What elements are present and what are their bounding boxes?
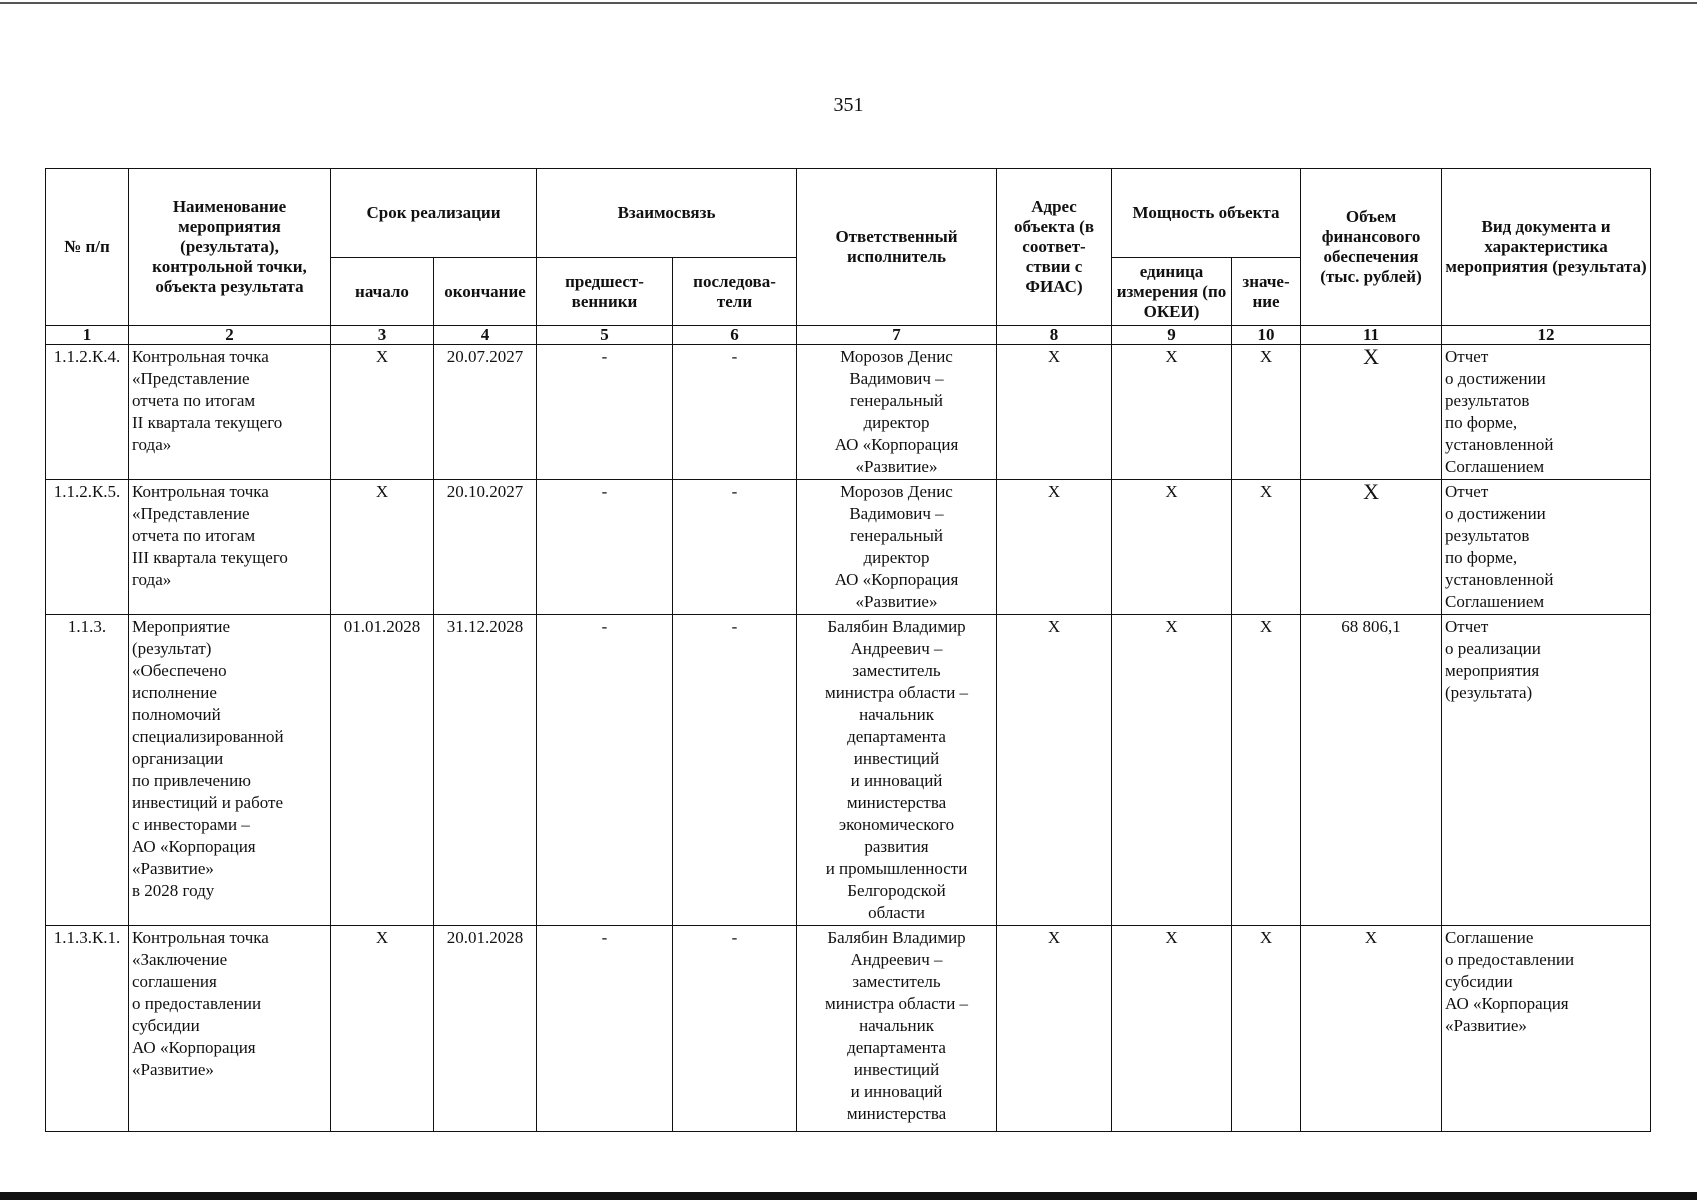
- header-num: № п/п: [46, 169, 129, 326]
- header-predecessors: предшест- венники: [537, 258, 673, 326]
- row-responsible: Морозов Денис Вадимович – генеральный директор АО «Корпорация «Развитие»: [797, 480, 997, 615]
- row-successors: -: [673, 926, 797, 1132]
- row-doc-type: Отчет о достижении результатов по форме, установленной Соглашением: [1442, 345, 1651, 480]
- header-capacity: Мощность объекта: [1112, 169, 1301, 258]
- row-num: 1.1.2.К.5.: [46, 480, 129, 615]
- row-funding: X: [1301, 480, 1442, 615]
- activities-table: [45, 168, 1651, 1132]
- table-row: [46, 926, 1651, 1132]
- row-successors: -: [673, 615, 797, 926]
- header-doc-type: Вид документа и характеристика мероприятия (результата): [1442, 169, 1651, 326]
- row-name: Мероприятие (результат) «Обеспечено исполнение полномочий специализированной организации по привлечению инвестиций и работе с инвесторами – АО «Корпорация «Развитие» в 2028 году: [129, 615, 331, 926]
- row-num: 1.1.3.К.1.: [46, 926, 129, 1132]
- column-number: 5: [537, 326, 673, 345]
- header-unit: единица измерения (по ОКЕИ): [1112, 258, 1232, 326]
- column-number: 6: [673, 326, 797, 345]
- row-responsible: Морозов Денис Вадимович – генеральный директор АО «Корпорация «Развитие»: [797, 345, 997, 480]
- row-predecessors: -: [537, 480, 673, 615]
- row-predecessors: -: [537, 926, 673, 1132]
- column-number: 3: [331, 326, 434, 345]
- row-start: X: [331, 345, 434, 480]
- row-end: 20.07.2027: [434, 345, 537, 480]
- row-end: 20.10.2027: [434, 480, 537, 615]
- row-predecessors: -: [537, 615, 673, 926]
- table-row: [46, 345, 1651, 480]
- table-row: [46, 615, 1651, 926]
- row-end: 31.12.2028: [434, 615, 537, 926]
- row-funding: X: [1301, 345, 1442, 480]
- top-scan-edge: [0, 2, 1697, 4]
- row-value: X: [1232, 480, 1301, 615]
- column-number-row: [46, 326, 1651, 345]
- column-number: 10: [1232, 326, 1301, 345]
- column-number: 12: [1442, 326, 1651, 345]
- column-number: 11: [1301, 326, 1442, 345]
- row-predecessors: -: [537, 345, 673, 480]
- row-unit: X: [1112, 615, 1232, 926]
- row-unit: X: [1112, 480, 1232, 615]
- table-row: [46, 480, 1651, 615]
- row-doc-type: Соглашение о предоставлении субсидии АО «Корпорация «Развитие»: [1442, 926, 1651, 1132]
- row-value: X: [1232, 615, 1301, 926]
- row-successors: -: [673, 345, 797, 480]
- row-name: Контрольная точка «Заключение соглашения о предоставлении субсидии АО «Корпорация «Развитие»: [129, 926, 331, 1132]
- column-number: 4: [434, 326, 537, 345]
- bottom-scan-edge: [0, 1192, 1697, 1200]
- row-address: X: [997, 615, 1112, 926]
- header-successors: последова- тели: [673, 258, 797, 326]
- row-name: Контрольная точка «Представление отчета по итогам II квартала текущего года»: [129, 345, 331, 480]
- column-number: 8: [997, 326, 1112, 345]
- row-unit: X: [1112, 345, 1232, 480]
- row-num: 1.1.2.К.4.: [46, 345, 129, 480]
- column-number: 2: [129, 326, 331, 345]
- row-funding: X: [1301, 926, 1442, 1132]
- header-period: Срок реализации: [331, 169, 537, 258]
- row-value: X: [1232, 926, 1301, 1132]
- row-value: X: [1232, 345, 1301, 480]
- header-responsible: Ответственный исполнитель: [797, 169, 997, 326]
- header-name: Наименование мероприятия (результата), контрольной точки, объекта результата: [129, 169, 331, 326]
- row-successors: -: [673, 480, 797, 615]
- row-start: X: [331, 480, 434, 615]
- column-number: 9: [1112, 326, 1232, 345]
- header-relation: Взаимосвязь: [537, 169, 797, 258]
- header-row-1: [46, 169, 1651, 258]
- row-end: 20.01.2028: [434, 926, 537, 1132]
- row-responsible: Балябин Владимир Андреевич – заместитель министра области – начальник департамента инвестиций и инноваций министерства экономического развития и промышленности Белгородской области: [797, 615, 997, 926]
- row-responsible: Балябин Владимир Андреевич – заместитель министра области – начальник департамента инвестиций и инноваций министерства: [797, 926, 997, 1132]
- row-address: X: [997, 345, 1112, 480]
- column-number: 7: [797, 326, 997, 345]
- row-name: Контрольная точка «Представление отчета по итогам III квартала текущего года»: [129, 480, 331, 615]
- page-number: 351: [833, 94, 864, 116]
- row-start: 01.01.2028: [331, 615, 434, 926]
- row-address: X: [997, 480, 1112, 615]
- row-doc-type: Отчет о достижении результатов по форме, установленной Соглашением: [1442, 480, 1651, 615]
- row-doc-type: Отчет о реализации мероприятия (результата): [1442, 615, 1651, 926]
- row-funding: 68 806,1: [1301, 615, 1442, 926]
- header-end: окончание: [434, 258, 537, 326]
- header-start: начало: [331, 258, 434, 326]
- column-number: 1: [46, 326, 129, 345]
- header-funding: Объем финансового обеспечения (тыс. рублей): [1301, 169, 1442, 326]
- row-num: 1.1.3.: [46, 615, 129, 926]
- header-value: значе- ние: [1232, 258, 1301, 326]
- header-address: Адрес объекта (в соответ-ствии с ФИАС): [997, 169, 1112, 326]
- row-unit: X: [1112, 926, 1232, 1132]
- row-address: X: [997, 926, 1112, 1132]
- row-start: X: [331, 926, 434, 1132]
